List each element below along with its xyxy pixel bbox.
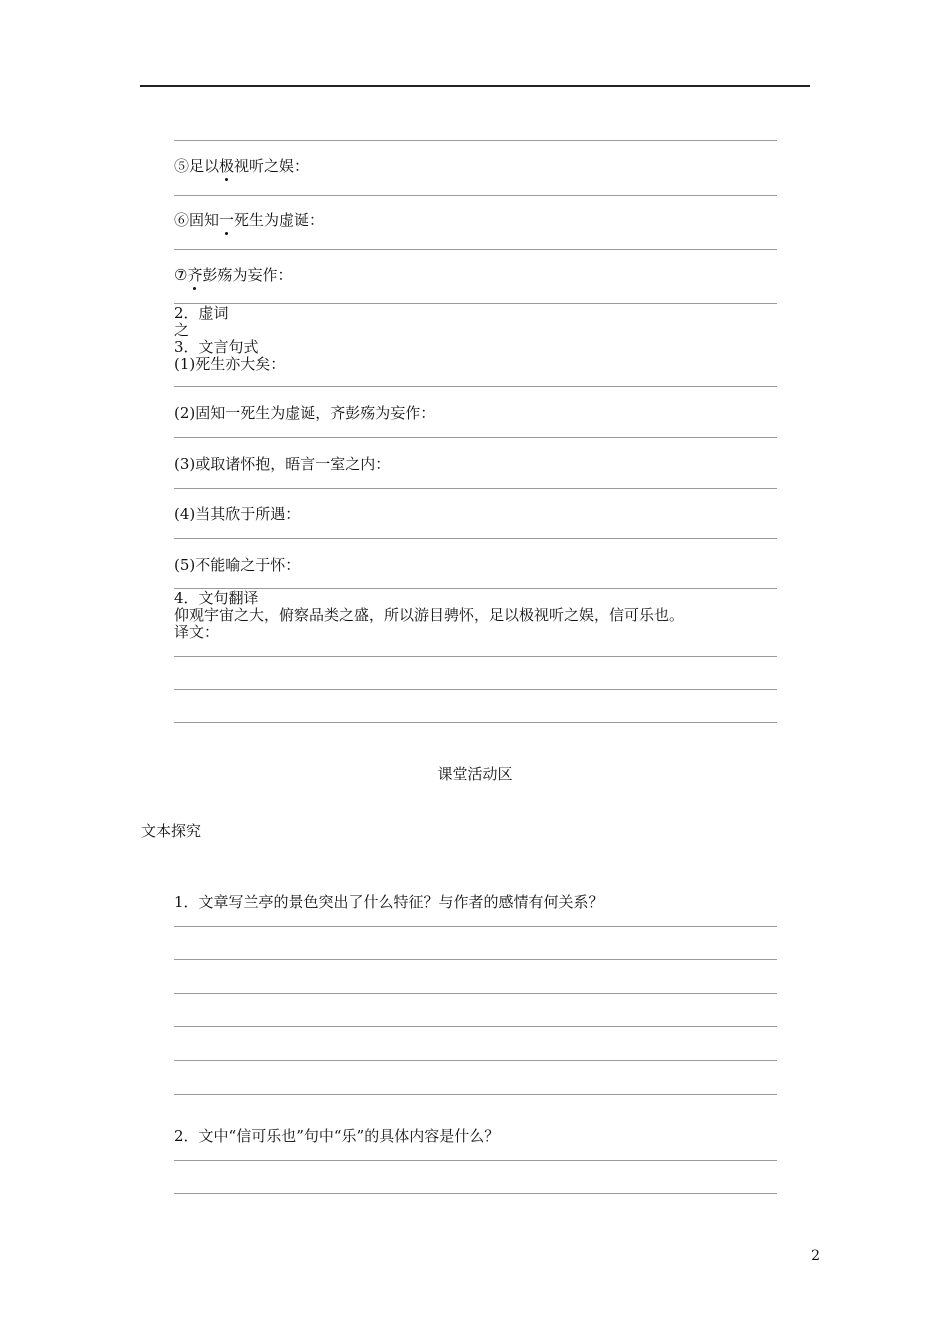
answer-line — [174, 140, 777, 141]
section-title: 课堂活动区 — [437, 765, 513, 783]
header-rule — [140, 85, 810, 87]
answer-line — [174, 926, 777, 927]
vocab-number: ⑤ — [174, 157, 190, 175]
sentence-item-5: (5)不能喻之于怀： — [174, 556, 301, 574]
vocab-number: ⑥ — [174, 211, 190, 229]
sentence-item-4: (4)当其欣于所遇： — [174, 505, 301, 523]
dotted-character: 齐 — [187, 266, 203, 284]
answer-line — [174, 386, 777, 387]
vocab-text-after: 视听之娱： — [234, 157, 310, 175]
subsection-title: 文本探究 — [141, 822, 202, 840]
section-4-heading: 4．文句翻译 — [174, 589, 259, 607]
vocab-item-6 — [174, 211, 324, 229]
answer-line — [174, 993, 777, 994]
function-word: 之 — [174, 321, 190, 339]
section-2-heading: 2．虚词 — [174, 304, 229, 322]
answer-line — [174, 1094, 777, 1095]
sentence-item-3: (3)或取诸怀抱，晤言一室之内： — [174, 455, 391, 473]
section-3-heading: 3．文言句式 — [174, 338, 259, 356]
vocab-text-before: 固知 — [189, 211, 220, 229]
answer-line — [174, 588, 777, 589]
answer-line — [174, 303, 777, 304]
vocab-number: ⑦ — [174, 266, 188, 284]
answer-line — [174, 1160, 777, 1161]
vocab-item-7 — [174, 266, 292, 284]
sentence-item-1: (1)死生亦大矣： — [174, 355, 286, 373]
vocab-item-5 — [174, 157, 309, 175]
vocab-text-after: 彭殇为妄作： — [202, 266, 293, 284]
translation-label: 译文： — [174, 623, 220, 641]
answer-line — [174, 488, 777, 489]
page-number: 2 — [811, 1248, 820, 1264]
answer-line — [174, 959, 777, 960]
translation-sentence: 仰观宇宙之大，俯察品类之盛，所以游目骋怀，足以极视听之娱，信可乐也。 — [174, 606, 685, 624]
question-2: 2．文中“信可乐也”句中“乐”的具体内容是什么？ — [174, 1127, 500, 1145]
answer-line — [174, 538, 777, 539]
answer-line — [174, 656, 777, 657]
vocab-text-after: 死生为虚诞： — [234, 211, 325, 229]
question-1: 1．文章写兰亭的景色突出了什么特征？与作者的感情有何关系？ — [174, 893, 604, 911]
answer-line — [174, 195, 777, 196]
dotted-character: 极 — [219, 157, 235, 175]
answer-line — [174, 1026, 777, 1027]
sentence-item-2: (2)固知一死生为虚诞，齐彭殇为妄作： — [174, 404, 436, 422]
answer-line — [174, 1193, 777, 1194]
dotted-character: 一 — [219, 211, 235, 229]
answer-line — [174, 689, 777, 690]
vocab-text-before: 足以 — [189, 157, 220, 175]
answer-line — [174, 1060, 777, 1061]
answer-line — [174, 249, 777, 250]
answer-line — [174, 722, 777, 723]
answer-line — [174, 437, 777, 438]
